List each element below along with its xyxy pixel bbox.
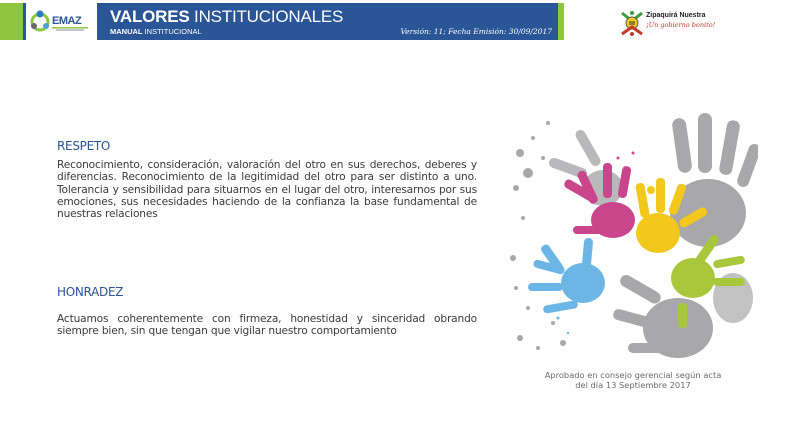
handprints-illustration-icon: [508, 108, 758, 360]
zipaquira-logo-title: Zipaquirá Nuestra: [646, 12, 706, 19]
page-subtitle-bold: MANUAL: [110, 27, 143, 36]
approval-caption-line2: del día 13 Septiembre 2017: [575, 380, 691, 390]
zipaquira-logo-slogan: ¡Un gobierno bonito!: [646, 21, 716, 29]
svg-text:EMAZ: EMAZ: [52, 15, 82, 27]
section-title-respeto: RESPETO: [57, 139, 111, 153]
zipaquira-emblem-icon: [620, 10, 644, 36]
page-subtitle: [110, 27, 202, 36]
blue-accent-bar-thin: [23, 3, 26, 40]
recycle-logo-icon: [30, 8, 92, 34]
section-body-honradez: Actuamos coherentemente con firmeza, honestidad y sinceridad obrando siempre bien, sin que tengan que vigilar nuestro comportamiento: [57, 313, 477, 338]
page-subtitle-rest: INSTITUCIONAL: [142, 27, 202, 36]
page-title: [110, 7, 343, 27]
approval-caption: [518, 370, 748, 390]
header-banner: [0, 0, 797, 40]
page-title-bold: VALORES: [110, 7, 190, 26]
zipaquira-logo: [620, 10, 730, 38]
approval-caption-line1: Aprobado en consejo gerencial según acta: [544, 370, 722, 380]
version-label: Versión: 11; Fecha Emisión: 30/09/2017: [400, 27, 552, 36]
green-accent-bar-left: [0, 3, 23, 40]
page-title-rest: INSTITUCIONALES: [189, 7, 344, 26]
section-title-honradez: HONRADEZ: [57, 285, 124, 299]
section-body-respeto: Reconocimiento, consideración, valoración del otro en sus derechos, deberes y diferencias. Reconocimiento de la legitimidad del otro para ser distinto a uno. Tolerancia y sensibilidad para situarnos en el lugar del otro, interesarnos por sus emociones, sus necesidades haciendo de la confianza la base fundamental de nuestras relaciones: [57, 159, 477, 221]
emaz-logo: [30, 8, 92, 34]
handprints-image: [508, 108, 758, 360]
green-accent-bar-right: [558, 3, 564, 40]
